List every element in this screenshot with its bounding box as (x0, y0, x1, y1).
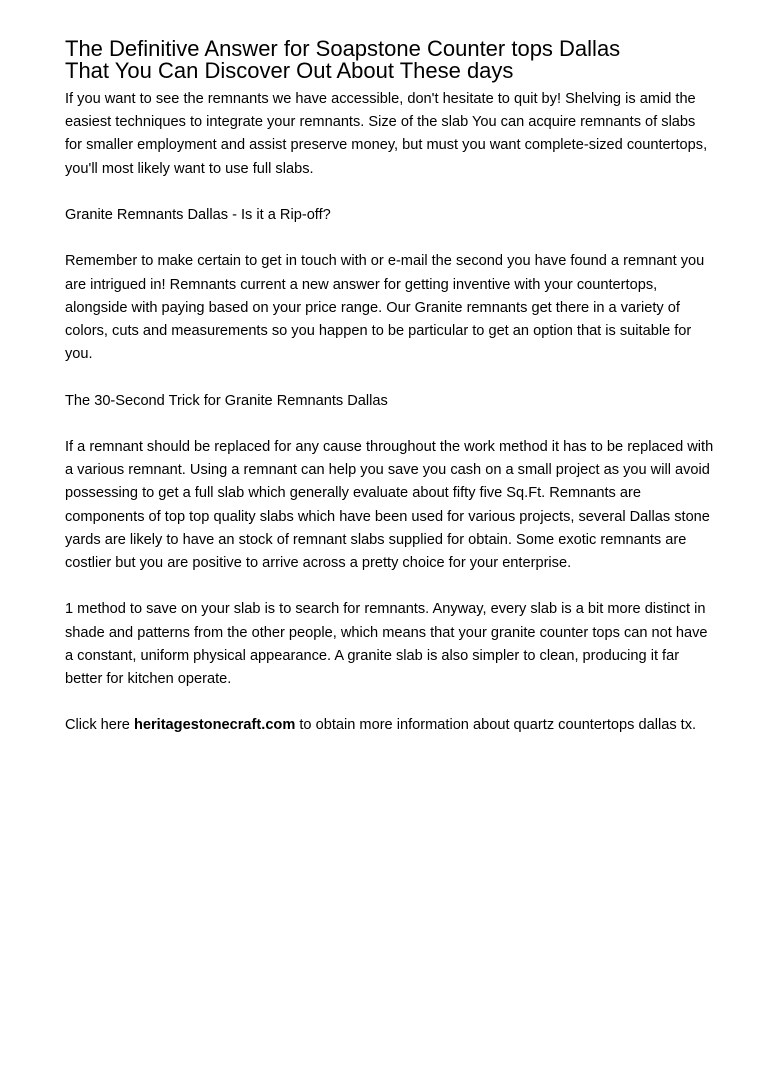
document-page (65, 38, 715, 738)
document-title (65, 38, 715, 82)
title-line-1: The Definitive Answer for Soapstone Counter tops Dallas (65, 36, 621, 61)
replacement-paragraph: If a remnant should be replaced for any cause throughout the work method it has to be replaced with a various remnant. Using a remnant can help you save you cash on a small project as you will avoid possessing to get a full slab which generally evaluate about fifty five Sq.Ft. Remnants are components of top top quality slabs which have been used for various projects, several Dallas stone yards are likely to have an stock of remnant slabs supplied for obtain. Some exotic remnants are costlier but you are positive to arrive across a pretty choice for your enterprise. (65, 438, 714, 571)
paragraph-gap (65, 691, 715, 714)
paragraph-gap (65, 575, 715, 598)
section-heading-trick: The 30-Second Trick for Granite Remnants Dallas (65, 392, 388, 409)
closing-paragraph (65, 714, 715, 737)
closing-suffix: to obtain more information about quartz countertops dallas tx. (295, 717, 697, 734)
save-slab-paragraph: 1 method to save on your slab is to search for remnants. Anyway, every slab is a bit more distinct in shade and patterns from the other people, which means that your granite counter tops can not have a constant, uniform physical appearance. A granite slab is also simpler to clean, producing it far better for kitchen operate. (65, 601, 708, 687)
remnants-paragraph: Remember to make certain to get in touch with or e-mail the second you have found a remnant you are intrigued in! Remnants current a new answer for getting inventive with your countertops, alongside with paying based on your price range. Our Granite remnants get there in a variety of colors, cuts and measurements so you happen to be particular to get an option that is suitable for you. (65, 253, 705, 363)
paragraph-gap (65, 227, 715, 250)
intro-paragraph: If you want to see the remnants we have accessible, don't hesitate to quit by! Shelving is amid the easiest techniques to integrate your remnants. Size of the slab You can acquire remnants of slabs for smaller employment and assist preserve money, but must you want complete-sized countertops, you'll most likely want to use full slabs. (65, 91, 708, 177)
title-line-2: That You Can Discover Out About These days (65, 58, 514, 83)
paragraph-gap (65, 181, 715, 204)
paragraph-gap (65, 366, 715, 389)
section-heading-rip-off: Granite Remnants Dallas - Is it a Rip-off? (65, 207, 331, 223)
heritagestonecraft-link[interactable]: heritagestonecraft.com (133, 717, 296, 734)
closing-prefix: Click here (65, 717, 134, 734)
paragraph-gap (65, 413, 715, 436)
